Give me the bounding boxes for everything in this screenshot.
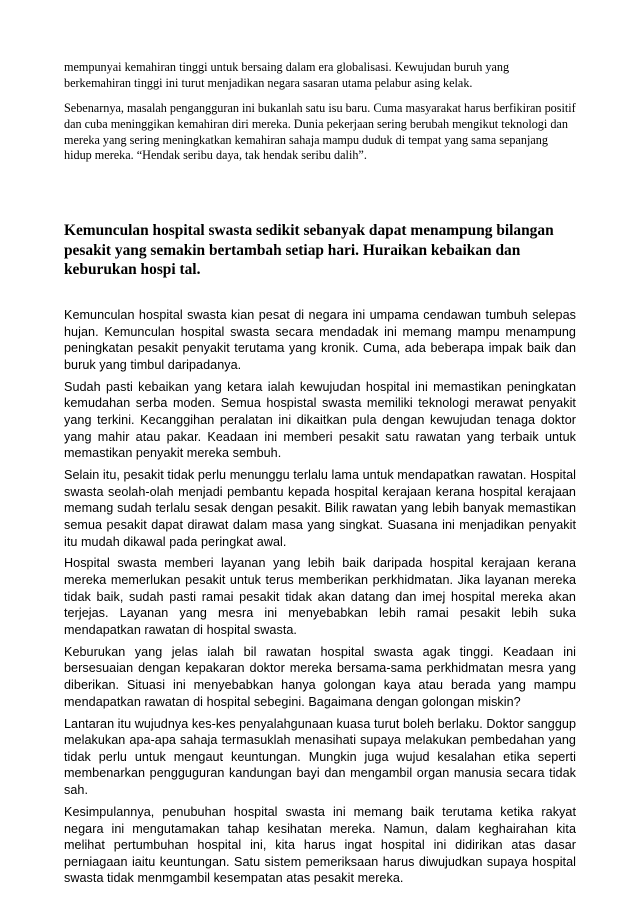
essay-paragraph: Keburukan yang jelas ialah bil rawatan hospital swasta agak tinggi. Keadaan ini bersesuaian dengan kepakaran doktor mereka bersama-sama perkhidmatan mesra yang diberikan. Situasi ini menyebabkan hanya golongan kaya atau berada yang mampu mendapatkan rawatan di hospital sebegini. Bagaimana dengan golongan miskin? <box>64 644 576 709</box>
intro-paragraph: Sebenarnya, masalah pengangguran ini bukanlah satu isu baru. Cuma masyarakat harus berfikiran positif dan cuba meninggikan kemahiran diri mereka. Dunia pekerjaan sering berubah mengikut teknologi dan mereka yang sering meningkatkan kemahiran sahaja mampu duduk di tempat yang sama sepanjang hidup mereka. “Hendak seribu daya, tak hendak seribu dalih”. <box>64 101 576 163</box>
essay-paragraph: Kesimpulannya, penubuhan hospital swasta ini memang baik terutama ketika rakyat negara ini mengutamakan tahap kesihatan mereka. Namun, dalam keghairahan kita melihat pertumbuhan hospital ini, kita harus ingat hospital ini didirikan atas dasar perniagaan iaitu keuntungan. Satu sistem pemeriksaan harus diwujudkan supaya hospital swasta tidak menmgambil kesempatan atas pesakit mereka. <box>64 804 576 886</box>
essay-paragraph: Hospital swasta memberi layanan yang lebih baik daripada hospital kerajaan kerana mereka memerlukan pesakit untuk terus memberikan perkhidmatan. Jika layanan mereka tidak baik, sudah pasti ramai pesakit tidak akan datang dan imej hospital mereka akan terjejas. Layanan yang mesra ini menyebabkan lebih ramai pesakit lebih suka mendapatkan rawatan di hospital swasta. <box>64 556 576 637</box>
essay-paragraph: Lantaran itu wujudnya kes-kes penyalahgunaan kuasa turut boleh berlaku. Doktor sanggup melakukan apa-apa sahaja termasuklah menasihati supaya melakukan pembedahan yang tidak perlu untuk mengaut keuntungan. Mungkin juga wujud kesalahan etika seperti membenarkan pengguguran kandungan bayi dan mengambil organ manusia secara tidak sah. <box>64 716 576 797</box>
essay-paragraph: Kemunculan hospital swasta kian pesat di negara ini umpama cendawan tumbuh selepas hujan. Kemunculan hospital swasta secara mendadak ini memang mampu menampung peningkatan pesakit penyakit terutama yang kronik. Cuma, ada beberapa impak baik dan buruk yang timbul daripadanya. <box>64 308 576 372</box>
essay-paragraph: Selain itu, pesakit tidak perlu menunggu terlalu lama untuk mendapatkan rawatan. Hospital swasta seolah-olah menjadi pembantu kepada hospital kerajaan kerana hospital kerajaan memang sudah terlalu sesak dengan pesakit. Bilik rawatan yang lebih banyak memastikan semua pesakit dapat dirawat dalam masa yang singkat. Suasana ini menjadikan penyakit itu mudah dikawal pada peringkat awal. <box>64 468 576 549</box>
intro-paragraph: mempunyai kemahiran tinggi untuk bersaing dalam era globalisasi. Kewujudan buruh yang berkemahiran tinggi ini turut menjadikan negara sasaran utama pelabur asing kelak. <box>64 60 510 90</box>
essay-body <box>64 307 576 892</box>
essay-title: Kemunculan hospital swasta sedikit sebanyak dapat menampung bilangan pesakit yang semakin bertambah setiap hari. Huraikan kebaikan dan keburukan hospi tal. <box>64 222 554 279</box>
essay-paragraph: Sudah pasti kebaikan yang ketara ialah kewujudan hospital ini memastikan peningkatan kemudahan serba moden. Semua hospistal swasta memiliki teknologi merawat penyakit yang terkini. Kecanggihan peralatan ini dikaitkan pula dengan kewujudan tenaga doktor yang mahir atau pakar. Keadaan ini memberi pesakit satu rawatan yang terbaik untuk memastikan penyakit mereka sembuh. <box>64 379 576 461</box>
